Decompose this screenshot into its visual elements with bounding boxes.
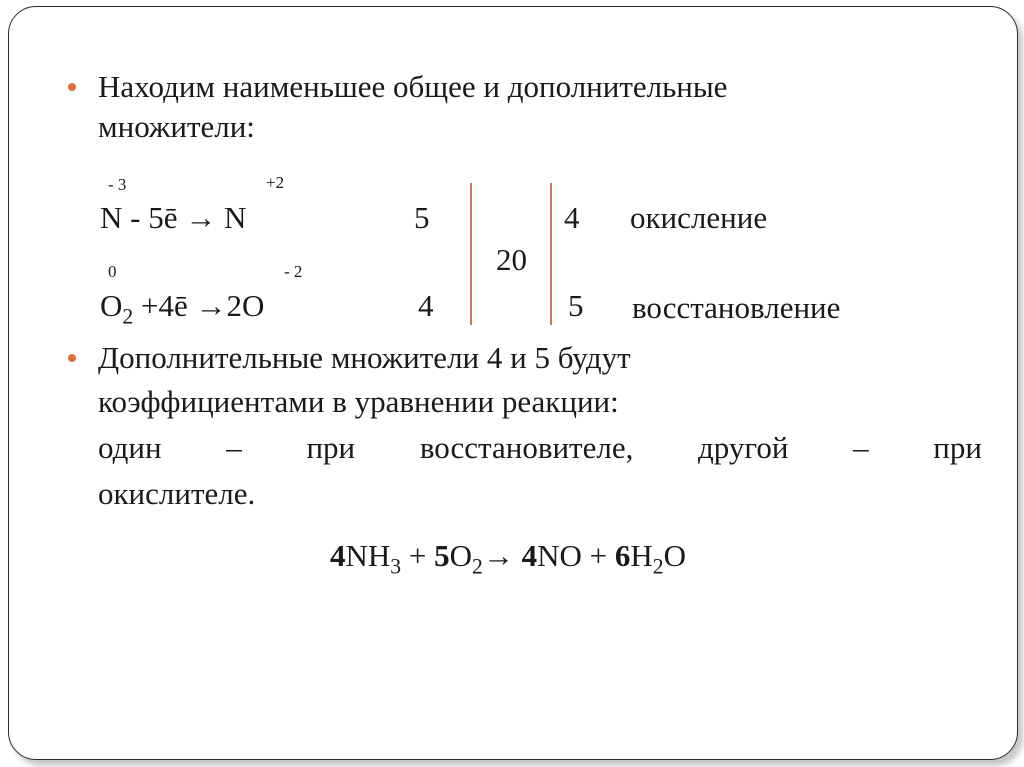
- bullet-marker: [68, 354, 76, 362]
- process-oxidation: окисление: [630, 200, 768, 235]
- process-reduction: восстановление: [632, 290, 841, 325]
- bullet2-line2: коэффициентами в уравнении реакции:: [98, 384, 619, 419]
- multiplier-oxidation: 4: [564, 200, 580, 235]
- lcm-value: 20: [496, 242, 527, 277]
- charge-n-right: +2: [266, 173, 285, 192]
- bullet2-line1: Дополнительные множители 4 и 5 будут: [98, 340, 631, 375]
- bullet1-line1: Находим наименьшее общее и дополнительные: [98, 69, 728, 104]
- divider-left: [470, 183, 472, 325]
- half-reaction-oxidation: N - 5ē → N: [100, 200, 247, 235]
- charge-o-left: 0: [108, 262, 117, 281]
- bullet1-line2: множители:: [98, 109, 255, 144]
- multiplier-reduction: 5: [568, 288, 584, 323]
- electrons-gained: 4: [418, 288, 434, 323]
- divider-right: [550, 183, 552, 325]
- bullet-marker: [68, 83, 76, 91]
- bullet2-line4: окислителе.: [98, 476, 256, 511]
- charge-o-right: - 2: [284, 262, 303, 281]
- electrons-lost: 5: [414, 200, 430, 235]
- half-reaction-reduction: $O_2$ +4ē →2O: [100, 288, 265, 329]
- balanced-equation: $4NH_3 + 5O_2\to 4NO + 6H_2O$: [330, 538, 686, 579]
- bullet2-line3: один – при восстановителе, другой – при: [98, 430, 982, 465]
- charge-n-left: - 3: [108, 175, 127, 194]
